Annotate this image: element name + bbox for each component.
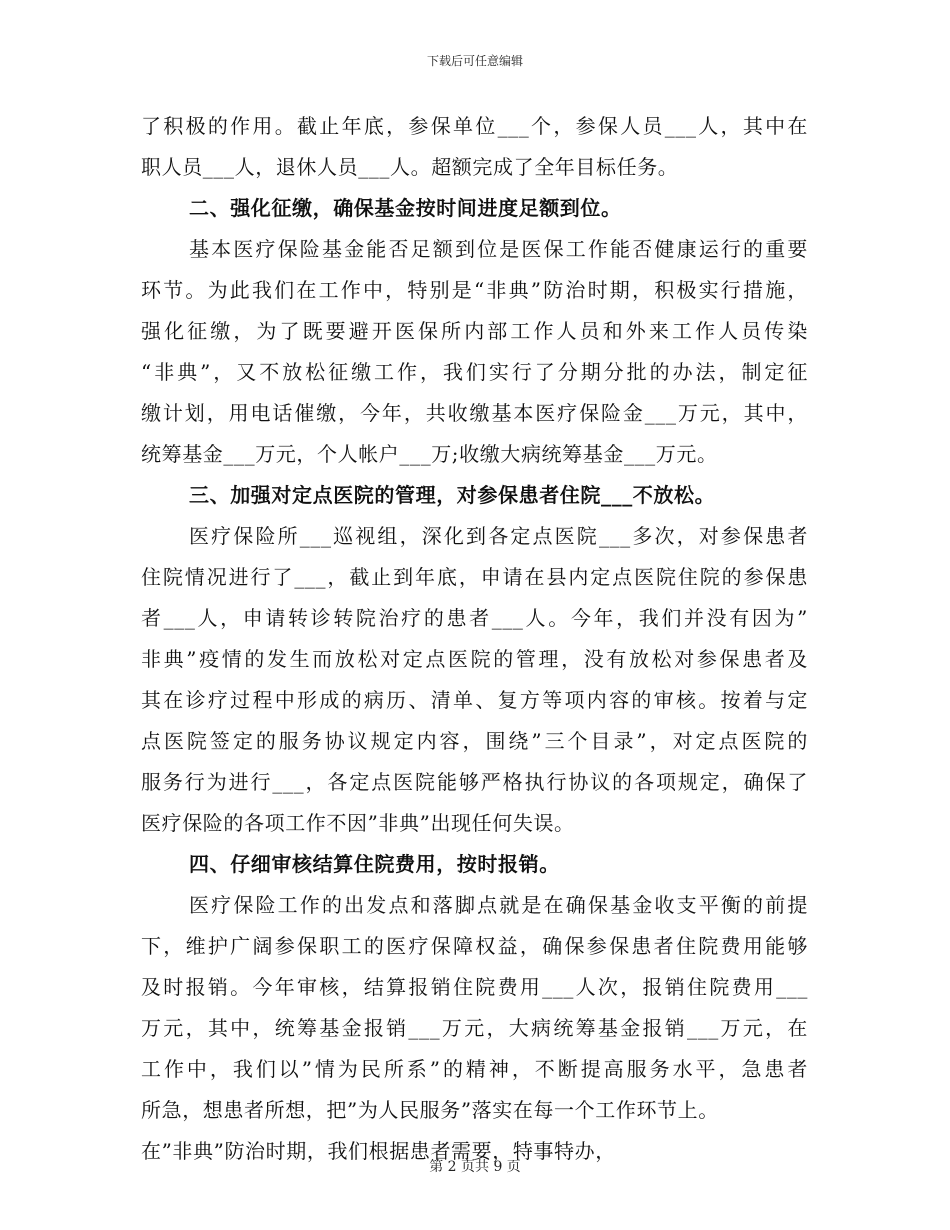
paragraph-line: 强化征缴，为了既要避开医保所内部工作人员和外来工作人员传染 — [141, 319, 808, 343]
page-footer: 第 2 页共 9 页 — [429, 1159, 521, 1175]
section-heading-3: 三、加强对定点医院的管理，对参保患者住院___不放松。 — [189, 483, 716, 507]
paragraph-line: 职人员___人，退休人员___人。超额完成了全年目标任务。 — [141, 155, 679, 179]
paragraph-line: 万元，其中，统筹基金报销___万元，大病统筹基金报销___万元，在 — [141, 1016, 808, 1040]
paragraph-line: 医疗保险的各项工作不因”非典”出现任何失误。 — [141, 811, 575, 835]
paragraph-line: 在”非典”防治时期，我们根据患者需要，特事特办， — [141, 1139, 616, 1163]
paragraph-line: “非典”，又不放松征缴工作，我们实行了分期分批的办法，制定征 — [141, 360, 808, 384]
paragraph-line: 工作中，我们以”情为民所系”的精神，不断提高服务水平，急患者 — [141, 1057, 808, 1081]
paragraph-line: 环节。为此我们在工作中，特别是“非典”防治时期，积极实行措施， — [141, 278, 808, 302]
paragraph-line: 医疗保险所___巡视组，深化到各定点医院___多次，对参保患者 — [189, 524, 808, 548]
paragraph-line: 非典”疫情的发生而放松对定点医院的管理，没有放松对参保患者及 — [141, 647, 808, 671]
section-heading-4: 四、仔细审核结算住院费用，按时报销。 — [189, 852, 560, 876]
paragraph-line: 者___人，申请转诊转院治疗的患者___人。今年，我们并没有因为” — [141, 606, 808, 630]
paragraph-line: 其在诊疗过程中形成的病历、清单、复方等项内容的审核。按着与定 — [141, 688, 808, 712]
paragraph-line: 所急，想患者所想，把”为人民服务”落实在每一个工作环节上。 — [141, 1098, 719, 1122]
paragraph-line: 及时报销。今年审核，结算报销住院费用___人次，报销住院费用___ — [141, 975, 808, 999]
paragraph-line: 医疗保险工作的出发点和落脚点就是在确保基金收支平衡的前提 — [189, 893, 808, 917]
paragraph-line: 统筹基金___万元，个人帐户___万;收缴大病统筹基金___万元。 — [141, 442, 718, 466]
paragraph-line: 了积极的作用。截止年底，参保单位___个，参保人员___人，其中在 — [141, 114, 808, 138]
paragraph-line: 点医院签定的服务协议规定内容，围绕”三个目录”，对定点医院的 — [141, 729, 808, 753]
paragraph-line: 住院情况进行了___，截止到年底，申请在县内定点医院住院的参保患 — [141, 565, 808, 589]
paragraph-line: 服务行为进行___，各定点医院能够严格执行协议的各项规定，确保了 — [141, 770, 808, 794]
section-heading-2: 二、强化征缴，确保基金按时间进度足额到位。 — [189, 196, 622, 220]
paragraph-line: 下，维护广阔参保职工的医疗保障权益，确保参保患者住院费用能够 — [141, 934, 808, 958]
paragraph-line: 缴计划，用电话催缴，今年，共收缴基本医疗保险金___万元，其中， — [141, 401, 808, 425]
document-body — [141, 106, 808, 1172]
paragraph-line: 基本医疗保险基金能否足额到位是医保工作能否健康运行的重要 — [189, 237, 808, 261]
page-header: 下载后可任意编辑 — [426, 54, 523, 68]
